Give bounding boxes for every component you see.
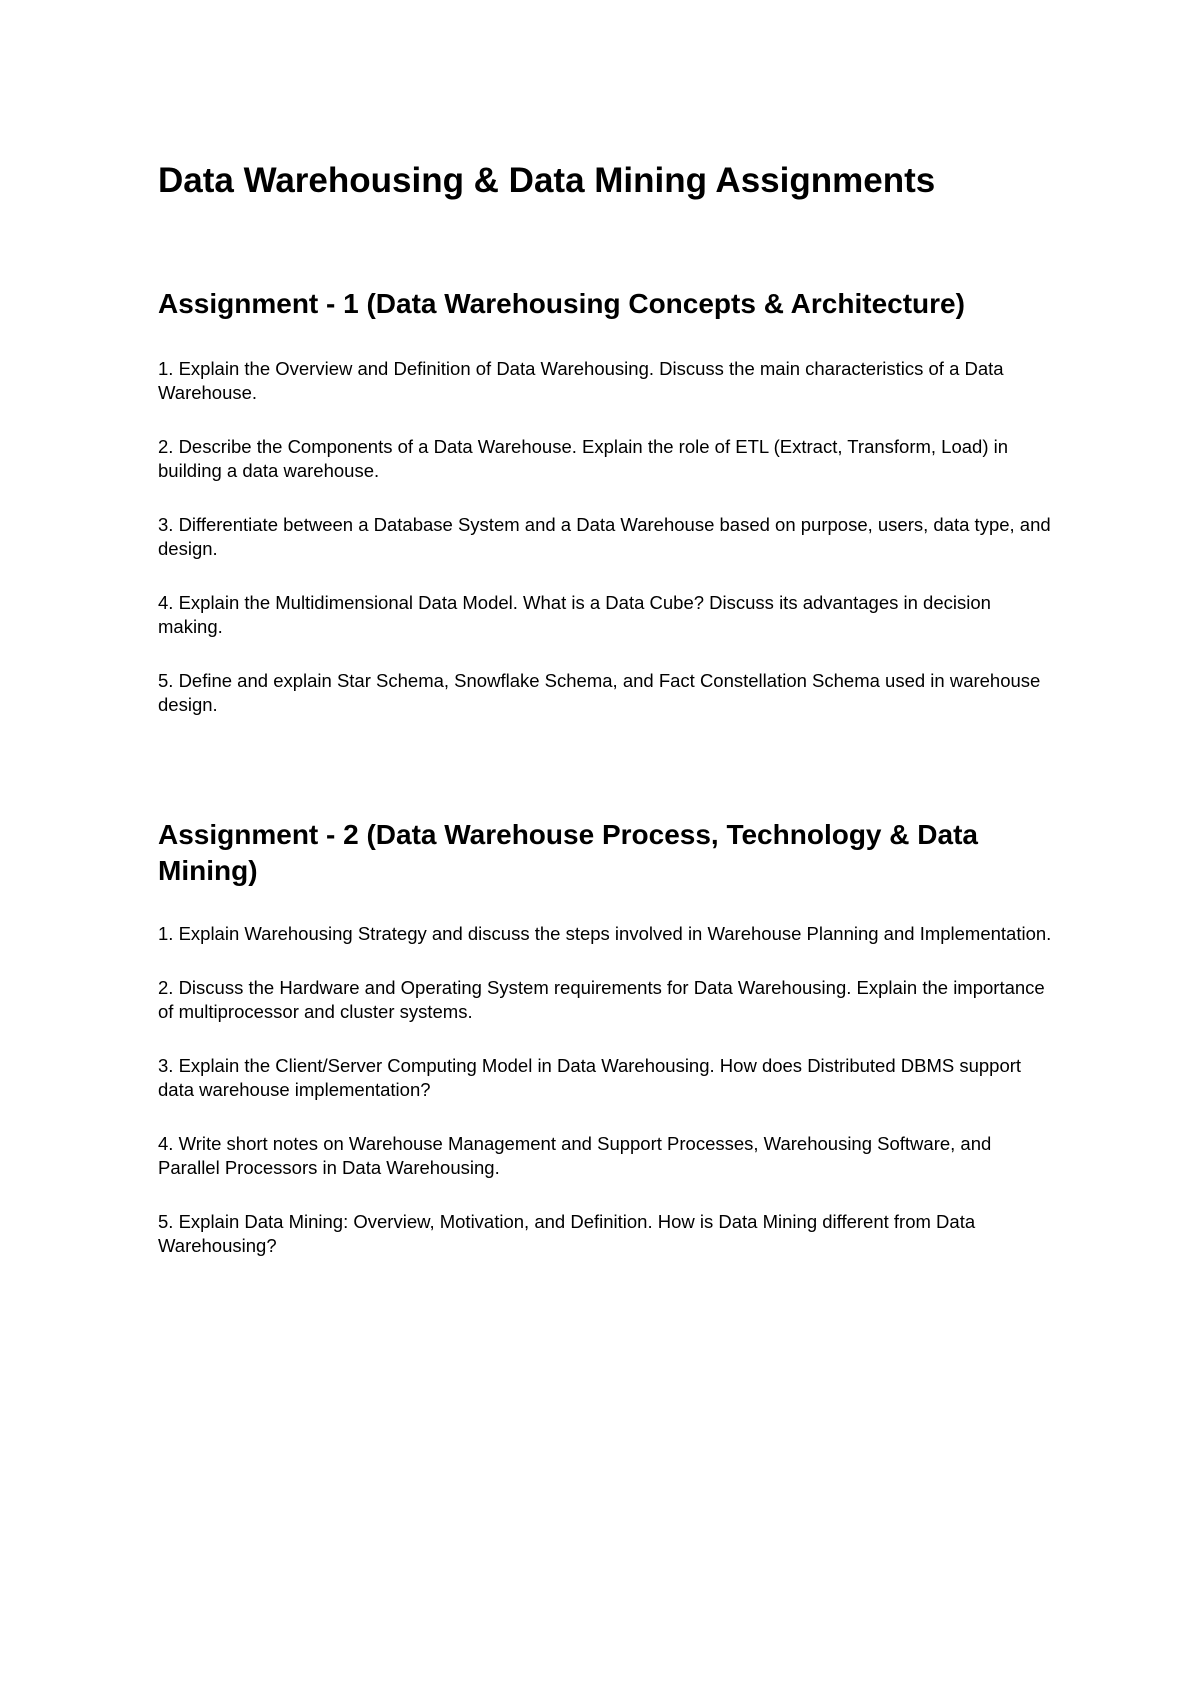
document-title: Data Warehousing & Data Mining Assignments bbox=[158, 161, 936, 200]
assignment-2-question-2: 2. Discuss the Hardware and Operating System requirements for Data Warehousing. Explain the importance of multiprocessor and cluster systems. bbox=[158, 977, 1045, 1022]
assignment-1-question-3: 3. Differentiate between a Database System and a Data Warehouse based on purpose, users, data type, and design. bbox=[158, 514, 1051, 559]
assignment-1-section bbox=[158, 286, 1058, 717]
document-content bbox=[158, 156, 1058, 1258]
assignment-2-question-1: 1. Explain Warehousing Strategy and discuss the steps involved in Warehouse Planning and Implementation. bbox=[158, 923, 1052, 944]
assignment-2-question-3: 3. Explain the Client/Server Computing Model in Data Warehousing. How does Distributed DBMS support data warehouse implementation? bbox=[158, 1055, 1022, 1100]
assignment-2-question-4: 4. Write short notes on Warehouse Management and Support Processes, Warehousing Software, and Parallel Processors in Data Warehousing. bbox=[158, 1133, 992, 1178]
assignment-1-question-4: 4. Explain the Multidimensional Data Model. What is a Data Cube? Discuss its advantages in decision making. bbox=[158, 592, 991, 637]
assignment-2-section bbox=[158, 817, 1058, 1258]
assignment-1-question-2: 2. Describe the Components of a Data Warehouse. Explain the role of ETL (Extract, Transform, Load) in building a data warehouse. bbox=[158, 436, 1009, 481]
assignment-1-question-1: 1. Explain the Overview and Definition of Data Warehousing. Discuss the main characteristics of a Data Warehouse. bbox=[158, 358, 1004, 403]
assignment-2-heading: Assignment - 2 (Data Warehouse Process, Technology & Data Mining) bbox=[158, 819, 978, 886]
assignment-1-question-list bbox=[158, 357, 1058, 717]
assignment-2-question-5: 5. Explain Data Mining: Overview, Motivation, and Definition. How is Data Mining different from Data Warehousing? bbox=[158, 1211, 976, 1256]
assignment-2-question-list bbox=[158, 922, 1058, 1258]
assignment-1-heading: Assignment - 1 (Data Warehousing Concepts & Architecture) bbox=[158, 288, 965, 319]
assignment-1-question-5: 5. Define and explain Star Schema, Snowflake Schema, and Fact Constellation Schema used in warehouse design. bbox=[158, 670, 1041, 715]
